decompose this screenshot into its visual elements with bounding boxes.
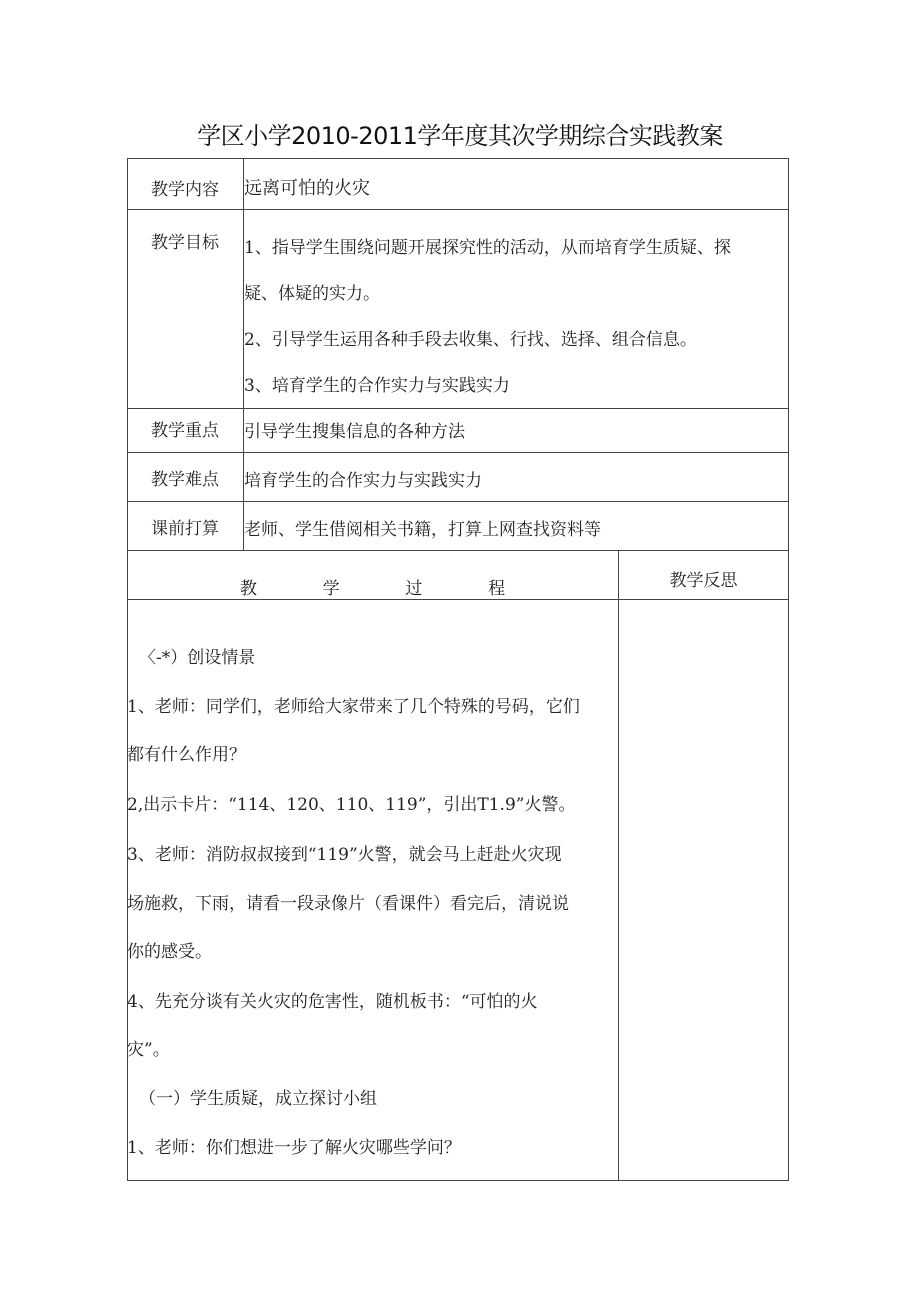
lesson-plan-table — [127, 158, 789, 1181]
process-header-char: 学 — [322, 578, 340, 599]
process-line: 3、老师：消防叔叔接到“119”火警，就会马上赶赴火灾现 — [127, 845, 562, 865]
key-point-text: 引导学生搜集信息的各种方法 — [244, 422, 465, 442]
objective-line: 2、引导学生运用各种手段去收集、行找、选择、组合信息。 — [244, 330, 697, 350]
table-border-right — [788, 158, 789, 1181]
row-label-preparation: 课前打算 — [151, 519, 219, 539]
process-header — [127, 565, 618, 607]
process-line: 场施救，下雨，请看一段录像片（看课件）看完后，清说说 — [127, 894, 569, 914]
process-header-char: 教 — [239, 578, 257, 599]
row-label-content: 教学内容 — [151, 180, 219, 200]
label-column-divider — [243, 158, 244, 551]
reflection-column-divider — [618, 551, 619, 1181]
row-divider — [127, 408, 789, 409]
process-header-char: 程 — [488, 578, 506, 599]
process-line: 1、老师：同学们，老师给大家带来了几个特殊的号码，它们 — [127, 697, 580, 717]
reflection-header: 教学反思 — [669, 571, 738, 591]
process-line: 灾”。 — [127, 1040, 170, 1060]
objective-line: 疑、体疑的实力。 — [244, 284, 380, 304]
row-divider — [127, 209, 789, 210]
objective-line: 3、培育学生的合作实力与实践实力 — [244, 376, 510, 396]
table-border-left — [127, 158, 128, 1181]
row-label-key-points: 教学重点 — [151, 421, 219, 441]
lesson-topic: 远离可怕的火灾 — [244, 178, 370, 199]
preparation-text: 老师、学生借阅相关书籍，打算上网查找资料等 — [244, 520, 601, 540]
process-line: 4、先充分谈有关火灾的危害性，随机板书：“可怕的火 — [127, 992, 538, 1012]
table-border-bottom — [127, 1180, 789, 1181]
process-line: 〈-*）创设情景 — [139, 648, 256, 668]
objective-line: 1、指导学生围绕问题开展探究性的活动，从而培育学生质疑、探 — [244, 238, 731, 258]
process-line: 都有什么作用？ — [127, 745, 246, 765]
row-divider — [127, 550, 789, 551]
row-divider — [127, 501, 789, 502]
process-line: 你的感受。 — [127, 942, 212, 962]
process-line: 1、老师：你们想进一步了解火灾哪些学问？ — [127, 1138, 461, 1158]
document-title: 学区小学2010-2011学年度其次学期综合实践教案 — [197, 122, 723, 150]
row-label-objectives: 教学目标 — [151, 233, 219, 253]
table-border-top — [127, 158, 789, 159]
row-divider — [127, 452, 789, 453]
row-label-difficulties: 教学难点 — [151, 470, 219, 490]
difficulty-text: 培育学生的合作实力与实践实力 — [244, 471, 482, 491]
process-line: 2,出示卡片：“114、120、110、119”，引出T1.9”火警。 — [127, 795, 576, 815]
process-line: （一）学生质疑，成立探讨小组 — [139, 1089, 377, 1109]
process-header-char: 过 — [405, 578, 423, 599]
